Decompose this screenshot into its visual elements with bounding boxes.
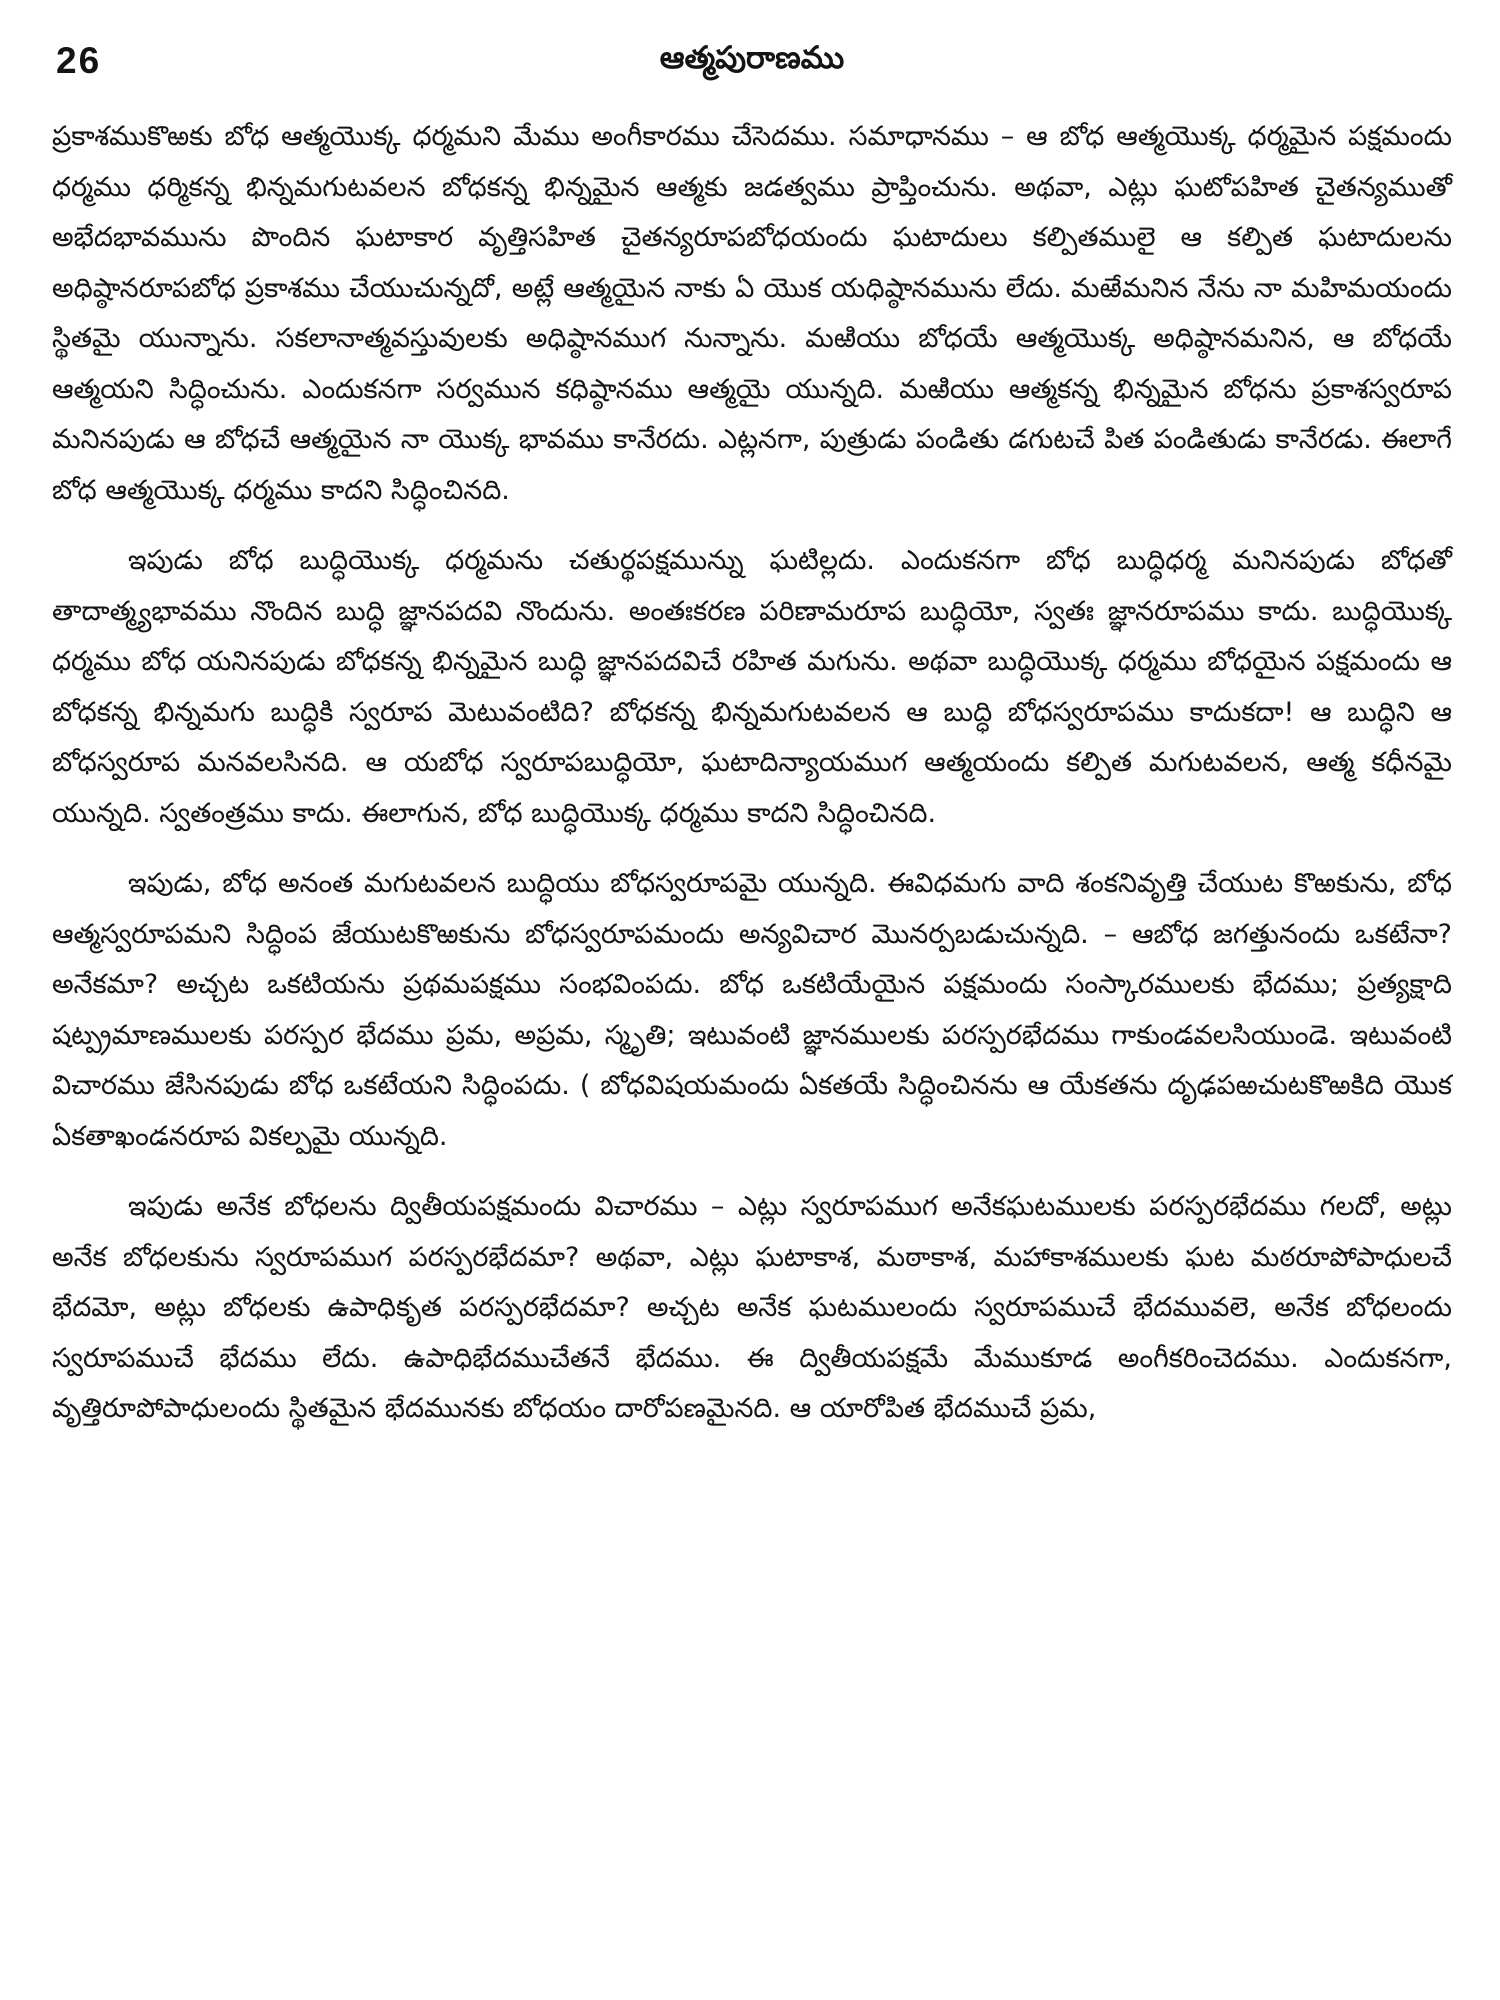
running-title: ఆత్మపురాణము — [659, 40, 845, 76]
paragraph: ఇపుడు అనేక బోధలను ద్వితీయపక్షమందు విచారము – ఎట్లు స్వరూపముగ అనేకఘటములకు పరస్పరభేదము గలదో, అట్లు అనేక బోధలకును స్వరూపముగ పరస్పరభేదమా? అథవా, ఎట్లు ఘటాకాశ, మఠాకాశ, మహాకాశములకు ఘట మఠరూపోపాధులచే భేదమో, అట్లు బోధలకు ఉపాధికృత పరస్పరభేదమా? అచ్చట అనేక ఘటములందు స్వరూపముచే భేదమువలె, అనేక బోధలందు స్వరూపముచే భేదము లేదు. ఉపాధిభేదముచేతనే భేదము. ఈ ద్వితీయపక్షమే మేముకూడ అంగీకరించెదము. ఎందుకనగా, వృత్తిరూపోపాధులందు స్థితమైన భేదమునకు బోధయం దారోపణమైనది. ఆ యారోపిత భేదముచే ప్రమ, — [52, 1191, 1452, 1424]
page-number: 26 — [56, 40, 102, 81]
body-text — [52, 112, 1452, 1435]
paragraph: ఇపుడు బోధ బుద్ధియొక్క ధర్మమను చతుర్థపక్షమున్ను ఘటిల్లదు. ఎందుకనగా బోధ బుద్ధిధర్మ మనినపుడు బోధతో తాదాత్మ్యభావము నొందిన బుద్ధి జ్ఞానపదవి నొందును. అంతఃకరణ పరిణామరూప బుద్ధియో, స్వతః జ్ఞానరూపము కాదు. బుద్ధియొక్క ధర్మము బోధ యనినపుడు బోధకన్న భిన్నమైన బుద్ధి జ్ఞానపదవిచే రహిత మగును. అథవా బుద్ధియొక్క ధర్మము బోధయైన పక్షమందు ఆ బోధకన్న భిన్నమగు బుద్ధికి స్వరూప మెటువంటిది? బోధకన్న భిన్నమగుటవలన ఆ బుద్ధి బోధస్వరూపము కాదుకదా! ఆ బుద్ధిని ఆ బోధస్వరూప మనవలసినది. ఆ యబోధ స్వరూపబుద్ధియో, ఘటాదిన్యాయముగ ఆత్మయందు కల్పిత మగుటవలన, ఆత్మ కధీనమై యున్నది. స్వతంత్రము కాదు. ఈలాగున, బోధ బుద్ధియొక్క ధర్మము కాదని సిద్ధించినది. — [52, 545, 1452, 829]
paragraph: ఇపుడు, బోధ అనంత మగుటవలన బుద్ధియు బోధస్వరూపమై యున్నది. ఈవిధమగు వాది శంకనివృత్తి చేయుట కొఱకును, బోధ ఆత్మస్వరూపమని సిద్ధింప జేయుటకొఱకును బోధస్వరూపమందు అన్యవిచార మొనర్పబడుచున్నది. – ఆబోధ జగత్తునందు ఒకటేనా? అనేకమా? అచ్చట ఒకటియను ప్రథమపక్షము సంభవింపదు. బోధ ఒకటియేయైన పక్షమందు సంస్కారములకు భేదము; ప్రత్యక్షాది షట్ప్రమాణములకు పరస్పర భేదము ప్రమ, అప్రమ, స్మృతి; ఇటువంటి జ్ఞానములకు పరస్పరభేదము గాకుండవలసియుండె. ఇటువంటి విచారము జేసినపుడు బోధ ఒకటేయని సిద్ధింపదు. ( బోధవిషయమందు ఏకతయే సిద్ధించినను ఆ యేకతను దృఢపఱచుటకొఱకిది యొక ఏకతాఖండనరూప వికల్పమై యున్నది. — [52, 868, 1452, 1152]
page-header — [52, 40, 1452, 100]
paragraph: ప్రకాశముకొఱకు బోధ ఆత్మయొక్క ధర్మమని మేము అంగీకారము చేసెదము. సమాధానము – ఆ బోధ ఆత్మయొక్క ధర్మమైన పక్షమందు ధర్మము ధర్మికన్న భిన్నమగుటవలన బోధకన్న భిన్నమైన ఆత్మకు జడత్వము ప్రాప్తించును. అథవా, ఎట్లు ఘటోపహిత చైతన్యముతో అభేదభావమును పొందిన ఘటాకార వృత్తిసహిత చైతన్యరూపబోధయందు ఘటాదులు కల్పితములై ఆ కల్పిత ఘటాదులను అధిష్ఠానరూపబోధ ప్రకాశము చేయుచున్నదో, అట్లే ఆత్మయైన నాకు ఏ యొక యధిష్ఠానమును లేదు. మఱేమనిన నేను నా మహిమయందు స్థితమై యున్నాను. సకలానాత్మవస్తువులకు అధిష్ఠానముగ నున్నాను. మఱియు బోధయే ఆత్మయొక్క అధిష్ఠానమనిన, ఆ బోధయే ఆత్మయని సిద్ధించును. ఎందుకనగా సర్వమున కధిష్ఠానము ఆత్మయై యున్నది. మఱియు ఆత్మకన్న భిన్నమైన బోధను ప్రకాశస్వరూప మనినపుడు ఆ బోధచే ఆత్మయైన నా యొక్క భావము కానేరదు. ఎట్లనగా, పుత్రుడు పండితు డగుటచే పిత పండితుడు కానేరడు. ఈలాగే బోధ ఆత్మయొక్క ధర్మము కాదని సిద్ధించినది. — [52, 121, 1452, 506]
